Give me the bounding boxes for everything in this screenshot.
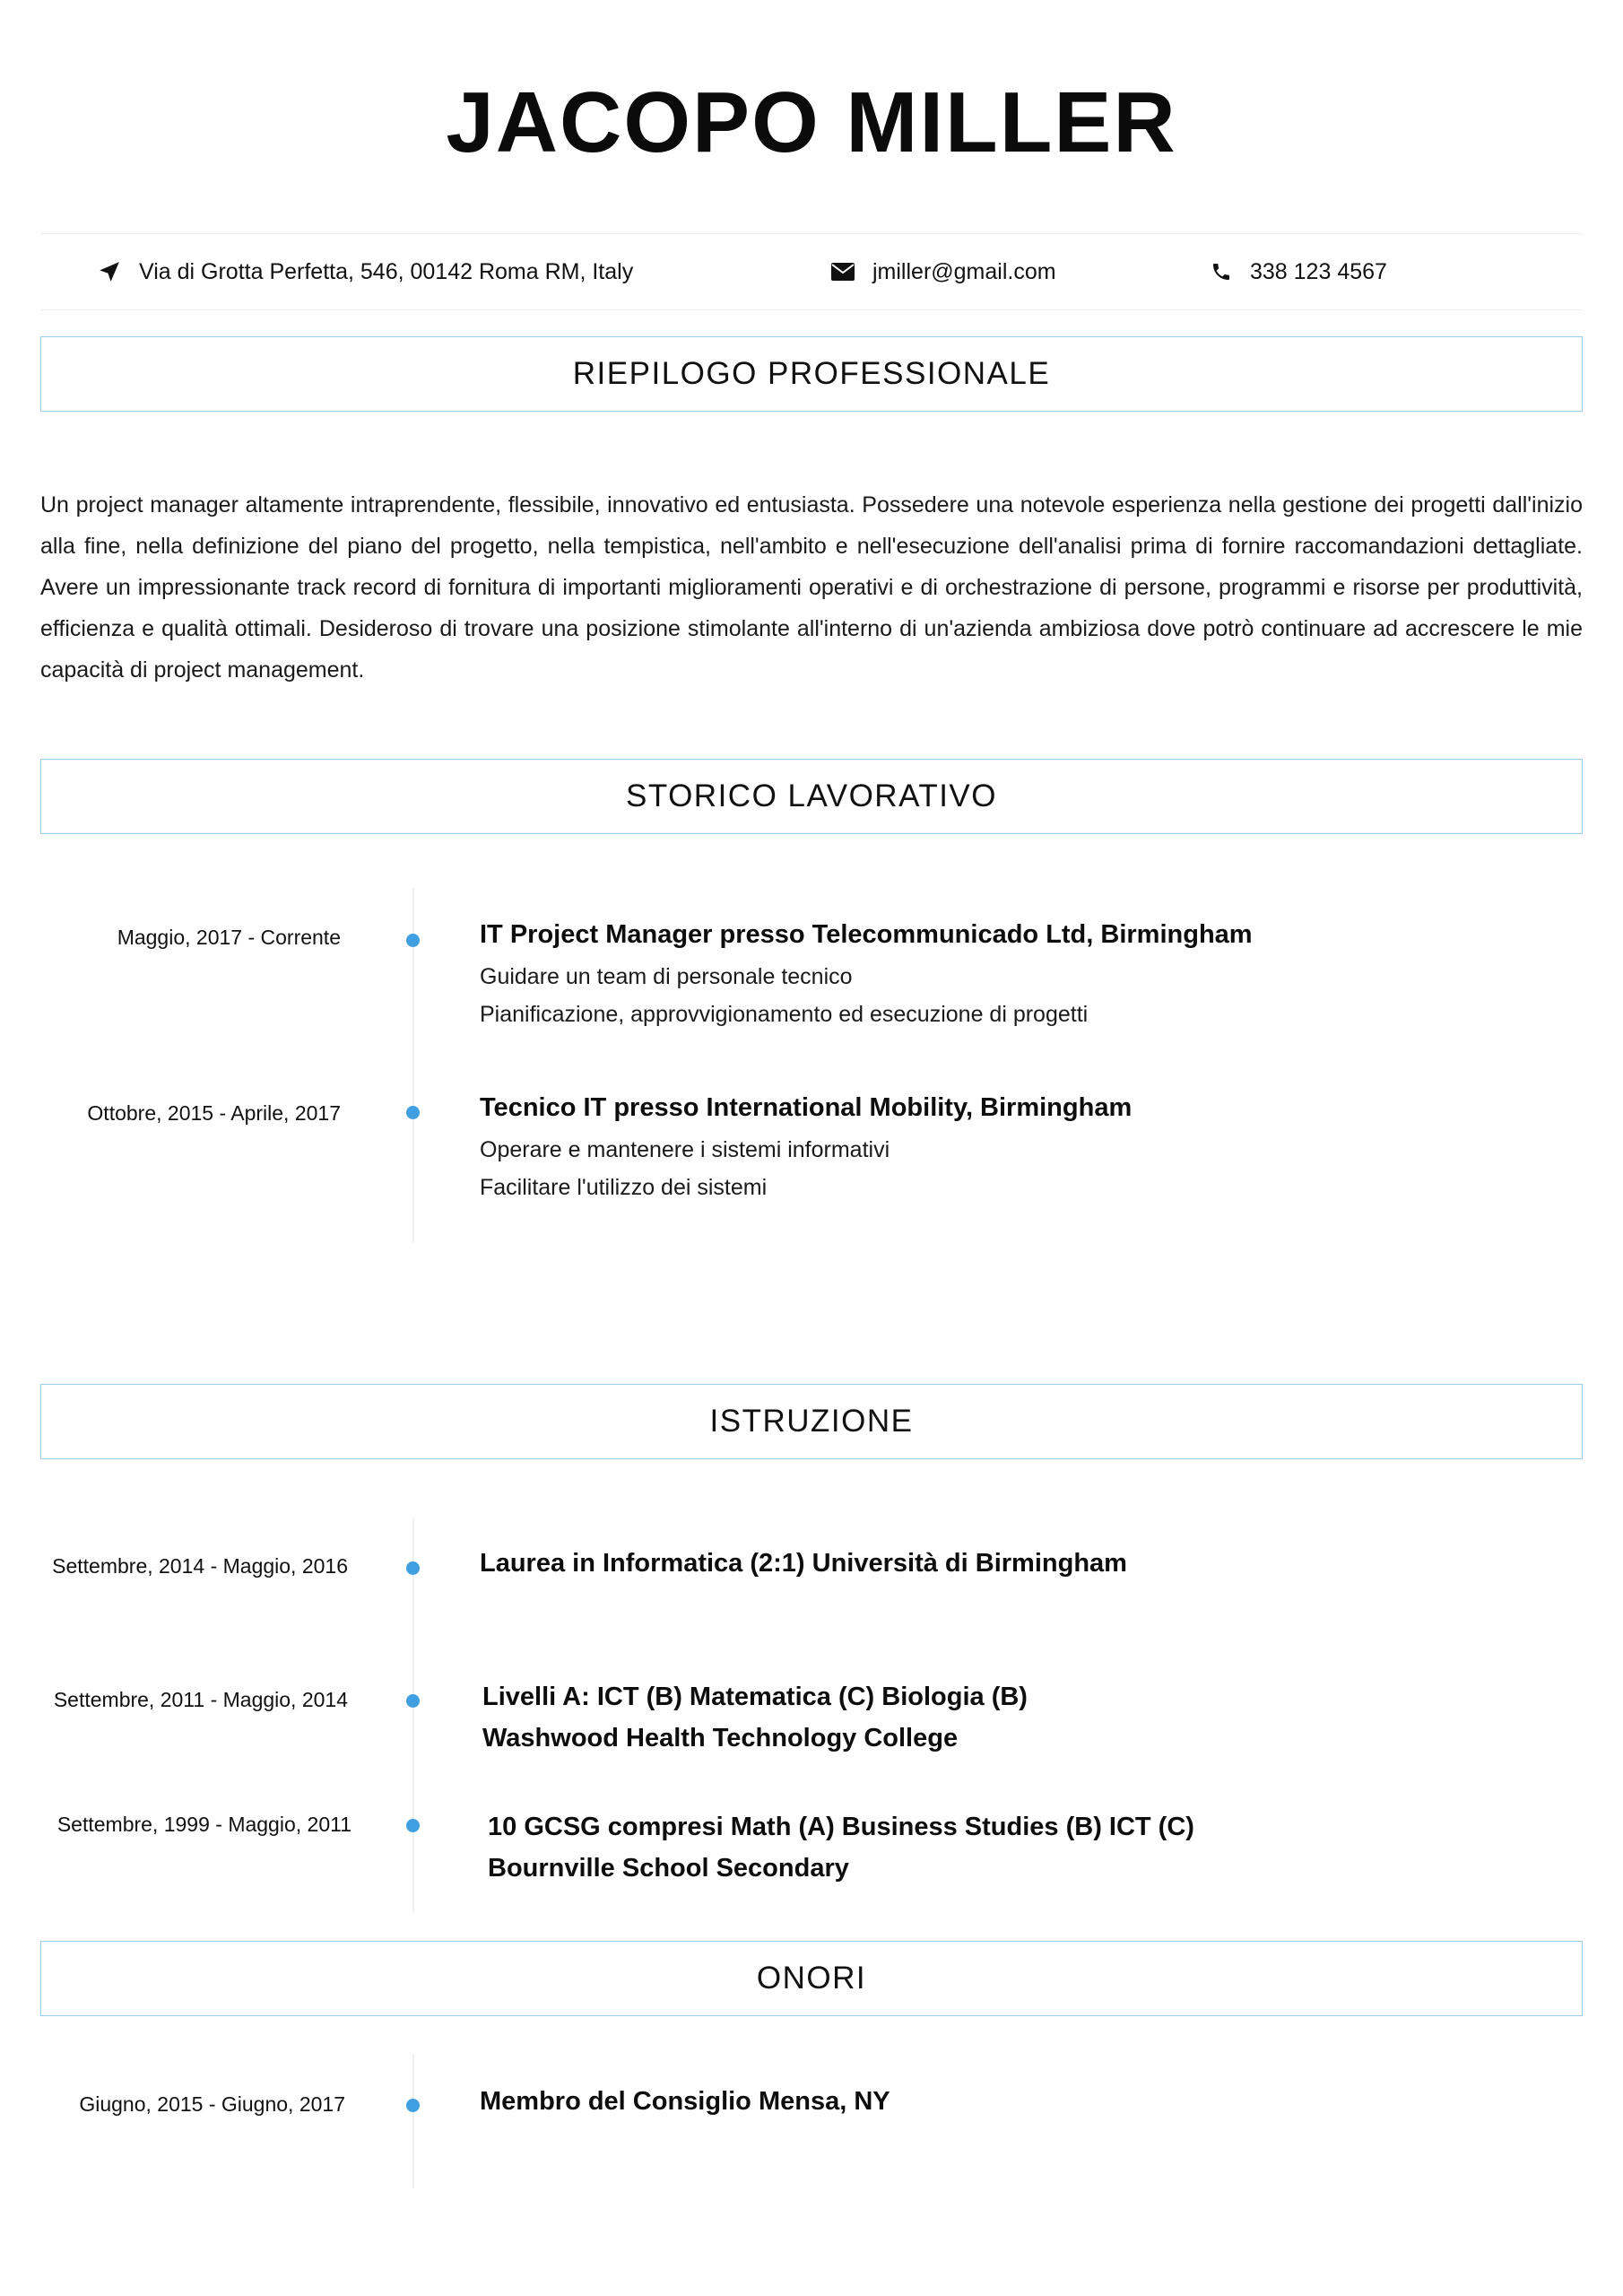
honors-date: Giugno, 2015 - Giugno, 2017 (79, 2092, 345, 2116)
honors-title: Membro del Consiglio Mensa, NY (480, 2087, 890, 2116)
work-duty: Facilitare l'utilizzo dei sistemi (480, 1175, 768, 1200)
phone-icon (1211, 261, 1232, 283)
phone-text[interactable]: 338 123 4567 (1250, 258, 1387, 284)
contact-address (98, 256, 633, 288)
summary-paragraph: Un project manager altamente intraprendente, flessibile, innovativo ed entusiasta. Possedere una notevole esperienza nella gestione dei progetti dall'inizio alla fine, nella definizione del piano del progetto, nella tempistica, nell'ambito e nell'esecuzione dell'analisi prima di fornire raccomandazioni dettagliate. Avere un impressionante track record di fornitura di importanti miglioramenti operativi e di orchestrazione di persone, programmi e risorse per produttività, efficienza e qualità ottimali. Desideroso di trovare una posizione stimolante all'interno di un'azienda ambiziosa dove potrò continuare ad accrescere le mie capacità di project management. (40, 492, 1583, 683)
section-summary-header: RIEPILOGO PROFESSIONALE (40, 336, 1583, 412)
candidate-name: JACOPO MILLER (446, 74, 1177, 170)
work-duty: Pianificazione, approvvigionamento ed esecuzione di progetti (480, 1002, 1089, 1027)
education-date: Settembre, 1999 - Maggio, 2011 (56, 1813, 352, 1836)
honors-timeline-line (412, 2054, 414, 2188)
education-timeline-line (412, 1518, 414, 1913)
education-title: Laurea in Informatica (2:1) Università di Birmingham (480, 1549, 1127, 1578)
address-text: Via di Grotta Perfetta, 546, 00142 Roma RM, Italy (139, 258, 634, 284)
work-title: IT Project Manager presso Telecommunicado Ltd, Birmingham (480, 920, 1253, 949)
contact-bar (40, 233, 1583, 310)
education-school: Washwood Health Technology College (482, 1724, 959, 1752)
contact-phone[interactable] (1211, 256, 1387, 288)
education-title: 10 GCSG compresi Math (A) Business Studies (B) ICT (C) (488, 1813, 1194, 1841)
timeline-dot (406, 1694, 420, 1708)
work-duty: Operare e mantenere i sistemi informativi (480, 1137, 890, 1162)
contact-email[interactable] (831, 256, 1056, 288)
email-text[interactable]: jmiller@gmail.com (872, 258, 1056, 284)
education-date: Settembre, 2011 - Maggio, 2014 (53, 1688, 348, 1711)
location-arrow-icon (98, 260, 121, 283)
timeline-dot (406, 2099, 420, 2112)
work-duty: Guidare un team di personale tecnico (480, 964, 853, 989)
education-date: Settembre, 2014 - Maggio, 2016 (52, 1554, 348, 1578)
work-date: Maggio, 2017 - Corrente (117, 926, 341, 949)
work-title: Tecnico IT presso International Mobility, Birmingham (480, 1093, 1133, 1122)
envelope-icon (831, 263, 855, 281)
timeline-dot (406, 1819, 420, 1832)
education-title: Livelli A: ICT (B) Matematica (C) Biologia (B) (482, 1683, 1028, 1711)
section-honors-header: ONORI (40, 1941, 1583, 2016)
timeline-dot (406, 934, 420, 947)
timeline-dot (406, 1106, 420, 1119)
work-date: Ottobre, 2015 - Aprile, 2017 (87, 1101, 341, 1125)
timeline-dot (406, 1561, 420, 1575)
section-education-header: ISTRUZIONE (40, 1384, 1583, 1459)
section-work-header: STORICO LAVORATIVO (40, 759, 1583, 834)
education-school: Bournville School Secondary (488, 1854, 849, 1883)
